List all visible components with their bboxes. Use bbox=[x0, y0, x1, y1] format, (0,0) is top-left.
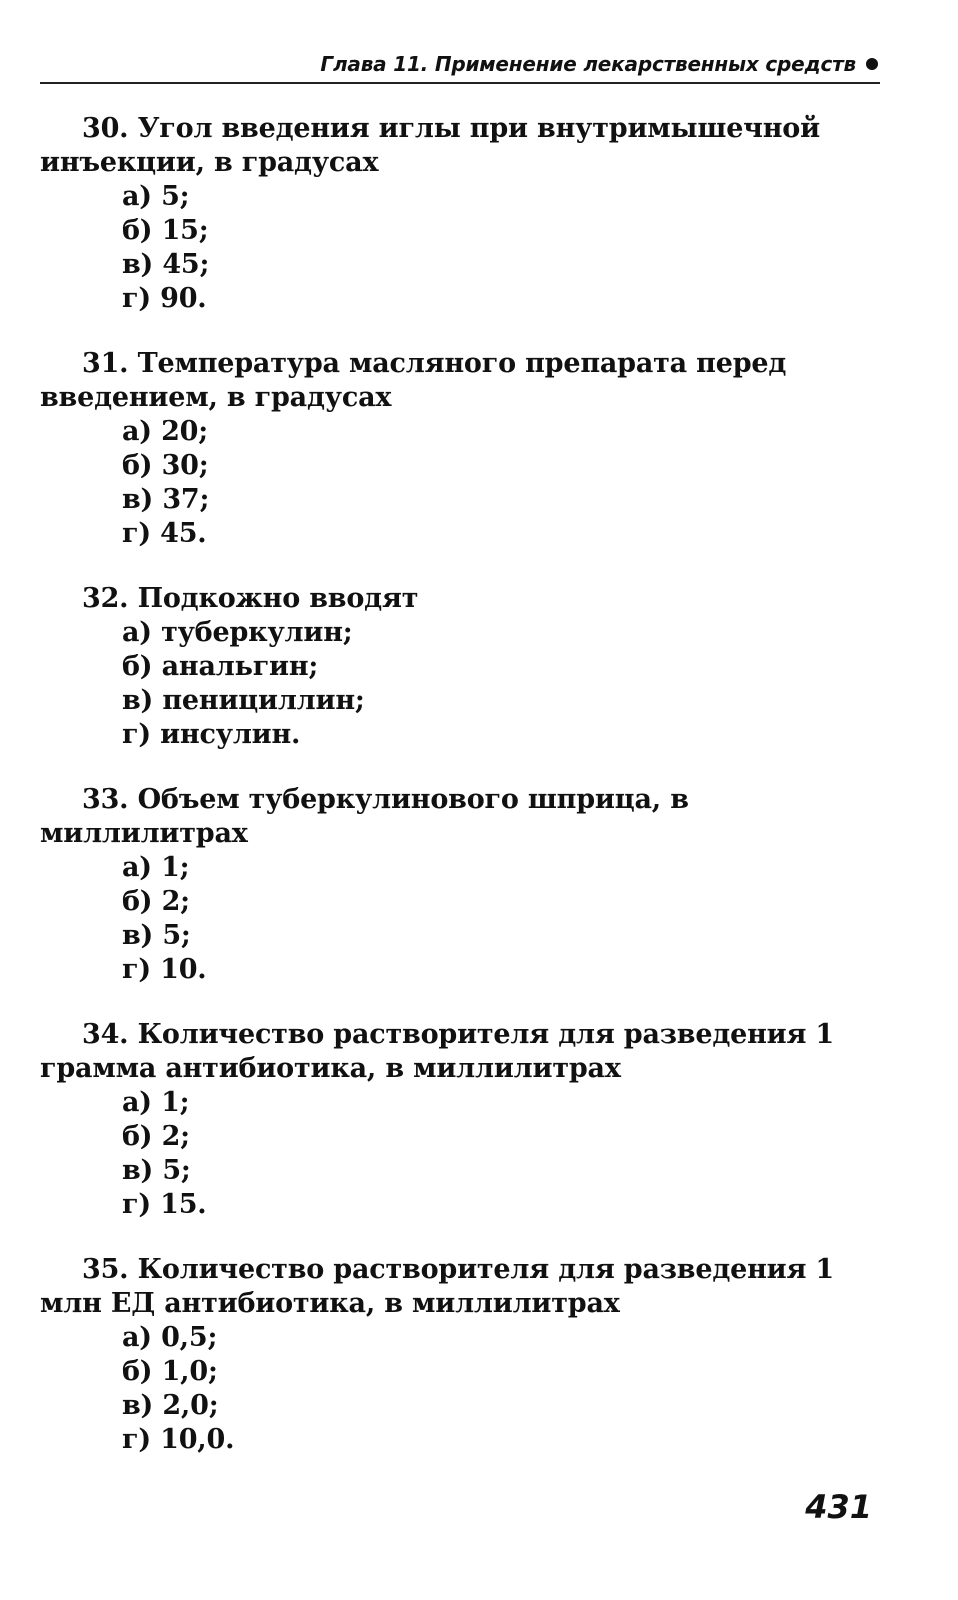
question-32 bbox=[40, 582, 880, 752]
question-30 bbox=[40, 112, 880, 316]
answer-option: а) 1; bbox=[122, 1087, 190, 1118]
answer-options bbox=[40, 1086, 880, 1222]
question-text: 34. Количество растворителя для разведения 1 грамма антибиотика, в миллилитрах bbox=[40, 1019, 835, 1084]
answer-option: в) 45; bbox=[122, 249, 210, 280]
question-text: 35. Количество растворителя для разведения 1 млн ЕД антибиотика, в миллилитрах bbox=[40, 1254, 835, 1319]
question-text: 31. Температура масляного препарата перед введением, в градусах bbox=[40, 348, 787, 413]
answer-option: в) 5; bbox=[122, 1155, 191, 1186]
answer-option: в) пенициллин; bbox=[122, 685, 365, 716]
answer-option: б) 1,0; bbox=[122, 1356, 218, 1387]
answer-options bbox=[40, 1321, 880, 1457]
answer-option: а) 5; bbox=[122, 181, 190, 212]
question-33 bbox=[40, 783, 880, 987]
answer-option: в) 2,0; bbox=[122, 1390, 219, 1421]
question-text: 30. Угол введения иглы при внутримышечной инъекции, в градусах bbox=[40, 113, 820, 178]
answer-option: а) 20; bbox=[122, 416, 209, 447]
answer-option: б) 30; bbox=[122, 450, 209, 481]
answer-option: г) 10,0. bbox=[122, 1424, 235, 1455]
answer-option: а) 1; bbox=[122, 852, 190, 883]
answer-option: г) 15. bbox=[122, 1189, 207, 1220]
question-35 bbox=[40, 1253, 880, 1457]
answer-option: г) 45. bbox=[122, 518, 207, 549]
question-text: 33. Объем туберкулинового шприца, в миллилитрах bbox=[40, 784, 689, 849]
bullet-icon bbox=[866, 58, 878, 70]
answer-options bbox=[40, 180, 880, 316]
chapter-title bbox=[320, 52, 878, 76]
answer-option: в) 37; bbox=[122, 484, 210, 515]
answer-option: а) 0,5; bbox=[122, 1322, 218, 1353]
answer-option: г) инсулин. bbox=[122, 719, 301, 750]
answer-option: а) туберкулин; bbox=[122, 617, 353, 648]
answer-option: б) 2; bbox=[122, 1121, 190, 1152]
question-text: 32. Подкожно вводят bbox=[82, 583, 419, 614]
chapter-title-text: Глава 11. Применение лекарственных средств bbox=[320, 52, 856, 76]
answer-option: г) 10. bbox=[122, 954, 207, 985]
page-number: 431 bbox=[805, 1488, 872, 1526]
answer-option: б) 2; bbox=[122, 886, 190, 917]
question-34 bbox=[40, 1018, 880, 1222]
questions-list bbox=[40, 112, 880, 1488]
answer-options bbox=[40, 851, 880, 987]
answer-option: в) 5; bbox=[122, 920, 191, 951]
answer-option: г) 90. bbox=[122, 283, 207, 314]
answer-options bbox=[40, 415, 880, 551]
answer-option: б) 15; bbox=[122, 215, 209, 246]
question-31 bbox=[40, 347, 880, 551]
running-header bbox=[40, 50, 880, 84]
answer-options bbox=[40, 616, 880, 752]
answer-option: б) анальгин; bbox=[122, 651, 319, 682]
